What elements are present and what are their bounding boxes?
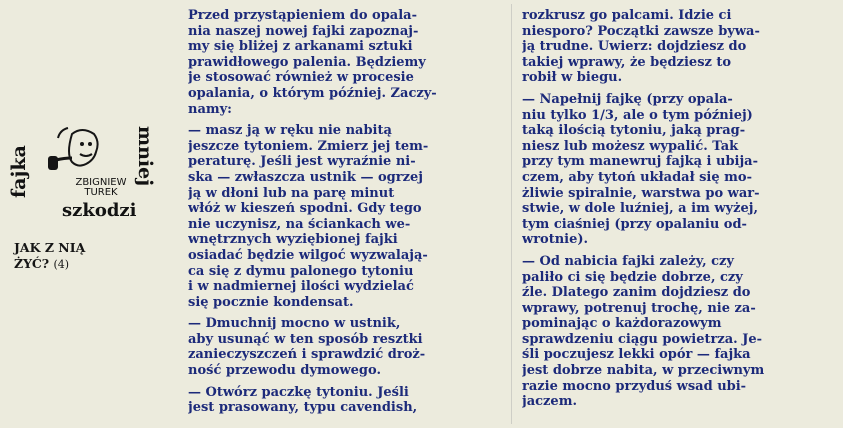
text-line: źle. Dlatego zanim dojdziesz do (522, 285, 751, 301)
text-line: niu tylko 1/3, ale o tym później) (522, 107, 753, 123)
text-line: jaczem. (522, 394, 577, 410)
text-line: niesz lub możesz wypalić. Tak (522, 138, 739, 154)
text-line: zanieczyszczeń i sprawdzić droż- (188, 347, 426, 363)
text-line: sprawdzeniu ciągu powietrza. Je- (522, 331, 763, 347)
text-line: ją trudne. Uwierz: dojdziesz do (522, 39, 747, 55)
text-line: wrotnie). (522, 232, 589, 248)
text-line: paliło ci się będzie dobrze, czy (522, 269, 743, 285)
article-column-2 (522, 8, 840, 410)
text-line: czem, aby tytoń układał się mo- (522, 169, 752, 185)
text-line: takiej wprawy, że będziesz to (522, 54, 732, 70)
author-name (70, 178, 132, 198)
text-line: razie mocno przyduś wsad ubi- (522, 378, 747, 394)
text-line: — masz ją w ręku nie nabitą (188, 123, 392, 139)
text-line: je stosować również w procesie (188, 70, 414, 86)
text-line: nie uczynisz, na ściankach we- (188, 216, 411, 232)
text-line: — Od nabicia fajki zależy, czy (522, 253, 734, 269)
text-line: jeszcze tytoniem. Zmierz jej tem- (188, 138, 429, 154)
text-line: niesporo? Początki zawsze bywa- (522, 23, 760, 39)
text-line: — Napełnij fajkę (przy opala- (522, 91, 733, 107)
text-line: przy tym manewruj fajką i ubija- (522, 154, 759, 170)
text-line: stwie, w dole luźniej, a im wyżej, (522, 201, 758, 217)
text-line: tym ciaśniej (przy opalaniu od- (522, 216, 747, 232)
text-line: żliwie spiralnie, warstwa po war- (522, 185, 760, 201)
text-line: ność przewodu dymowego. (188, 363, 381, 379)
article-column-1 (188, 8, 506, 416)
text-line: — Dmuchnij mocno w ustnik, (188, 316, 401, 332)
series-title-line-2: ŻYĆ? (4) (14, 256, 70, 271)
text-line: jest prasowany, typu cavendish, (188, 400, 418, 416)
text-line: ca się z dymu palonego tytoniu (188, 263, 414, 279)
text-line: jest dobrze nabita, w przeciwnym (522, 363, 765, 379)
text-line: — Otwórz paczkę tytoniu. Jeśli (188, 384, 409, 400)
text-line: i w nadmiernej ilości wydzielać (188, 279, 414, 295)
logo-word-szkodzi: szkodzi (62, 200, 137, 221)
text-line: aby usunąć w ten sposób resztki (188, 331, 423, 347)
text-line: włóż w kieszeń spodni. Gdy tego (188, 201, 422, 217)
text-line: prawidłowego palenia. Będziemy (188, 54, 426, 70)
text-line: peraturę. Jeśli jest wyraźnie ni- (188, 154, 416, 170)
text-line: namy: (188, 101, 232, 117)
text-line: rozkrusz go palcami. Idzie ci (522, 8, 732, 23)
series-title-line-1: JAK Z NIĄ (14, 240, 86, 255)
text-line: się pocznie kondensat. (188, 294, 354, 310)
logo-word-mniej: mniej (134, 126, 156, 187)
text-line: śli poczujesz lekki opór — fajka (522, 347, 751, 363)
series-title (14, 240, 174, 273)
text-line: osiadać będzie wilgoć wyzwalają- (188, 247, 428, 263)
text-line: ska — zwłaszcza ustnik — ogrzej (188, 169, 423, 185)
text-line: Przed przystąpieniem do opala- (188, 8, 417, 23)
text-line: robił w biegu. (522, 70, 623, 86)
column-logo (6, 110, 178, 230)
series-number: (4) (53, 258, 70, 271)
author-first-name: ZBIGNIEW (75, 177, 127, 188)
text-line: ją w dłoni lub na parę minut (188, 185, 395, 201)
text-line: taką ilością tytoniu, jaką prag- (522, 123, 746, 139)
text-line: my się bliżej z arkanami sztuki (188, 39, 413, 55)
column-divider (511, 4, 512, 424)
pipe-smoker-caricature-icon (42, 124, 112, 184)
text-line: wnętrznych wyziębionej fajki (188, 232, 398, 248)
text-line: wprawy, potrenuj trochę, nie za- (522, 300, 756, 316)
text-line: opalania, o którym później. Zaczy- (188, 85, 437, 101)
author-last-name: TUREK (84, 187, 118, 198)
text-line: pominając o każdorazowym (522, 316, 722, 332)
logo-word-fajka: fajka (8, 145, 30, 198)
column-header-sidebar (0, 0, 185, 428)
text-line: nia naszej nowej fajki zapoznaj- (188, 23, 419, 39)
